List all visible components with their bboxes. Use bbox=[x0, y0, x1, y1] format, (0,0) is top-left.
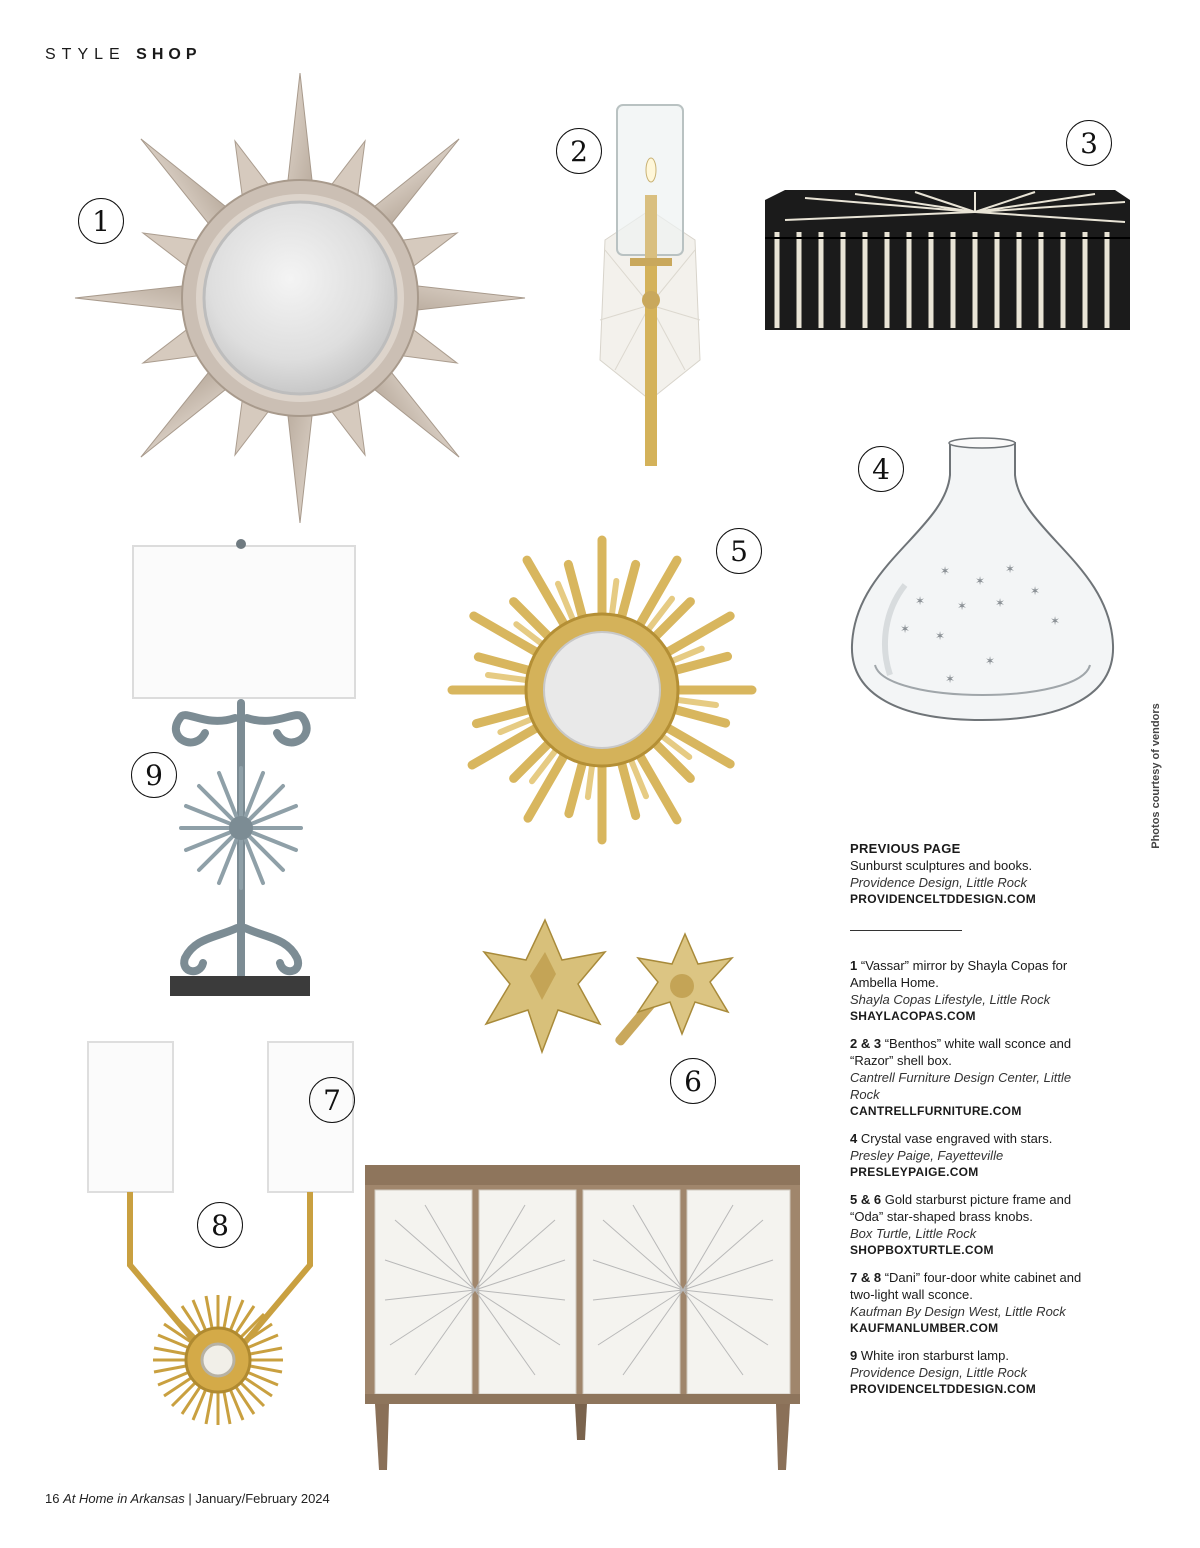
item-number-3: 3 bbox=[1066, 120, 1112, 166]
credit-entry-2-3 bbox=[850, 1035, 1090, 1120]
section-label-light: STYLE bbox=[45, 46, 126, 63]
entry-url: PRESLEYPAIGE.COM bbox=[850, 1165, 979, 1179]
entry-source: Presley Paige, Fayetteville bbox=[850, 1148, 1004, 1163]
product-image-oda-star-knobs bbox=[470, 912, 760, 1072]
entry-description: Gold starburst picture frame and “Oda” star-shaped brass knobs. bbox=[850, 1192, 1072, 1224]
item-number-4: 4 bbox=[858, 446, 904, 492]
entry-description: “Vassar” mirror by Shayla Copas for Ambella Home. bbox=[850, 958, 1068, 990]
entry-number: 1 bbox=[850, 958, 858, 973]
section-label bbox=[45, 46, 201, 64]
entry-number: 5 & 6 bbox=[850, 1192, 882, 1207]
entry-url: PROVIDENCELTDDESIGN.COM bbox=[850, 1382, 1037, 1396]
svg-text:✶: ✶ bbox=[1050, 614, 1061, 628]
product-image-dani-four-door-cabinet bbox=[365, 1160, 805, 1480]
entry-url: SHAYLACOPAS.COM bbox=[850, 1009, 976, 1023]
entry-source: Cantrell Furniture Design Center, Little Rock bbox=[850, 1070, 1072, 1102]
entry-description: White iron starburst lamp. bbox=[860, 1348, 1009, 1363]
svg-text:✶: ✶ bbox=[1005, 562, 1016, 576]
entry-number: 7 & 8 bbox=[850, 1270, 882, 1285]
product-image-vassar-mirror bbox=[90, 68, 510, 538]
credit-entry-9 bbox=[850, 1347, 1090, 1398]
entry-url: CANTRELLFURNITURE.COM bbox=[850, 1104, 1022, 1118]
svg-text:✶: ✶ bbox=[1030, 584, 1041, 598]
item-number-2: 2 bbox=[556, 128, 602, 174]
credit-entry-7-8 bbox=[850, 1269, 1090, 1337]
item-number-7: 7 bbox=[309, 1077, 355, 1123]
credit-entry-1 bbox=[850, 957, 1090, 1025]
entry-number: 9 bbox=[850, 1348, 858, 1363]
item-number-1: 1 bbox=[78, 198, 124, 244]
svg-text:✶: ✶ bbox=[995, 596, 1006, 610]
credit-entry-5-6 bbox=[850, 1191, 1090, 1259]
entry-source: Shayla Copas Lifestyle, Little Rock bbox=[850, 992, 1051, 1007]
svg-text:✶: ✶ bbox=[957, 599, 968, 613]
entry-source: Providence Design, Little Rock bbox=[850, 1365, 1028, 1380]
svg-text:✶: ✶ bbox=[940, 564, 951, 578]
entry-description: “Benthos” white wall sconce and “Razor” shell box. bbox=[850, 1036, 1072, 1068]
svg-text:✶: ✶ bbox=[915, 594, 926, 608]
page-footer bbox=[45, 1491, 330, 1506]
sidebar-divider bbox=[850, 930, 962, 931]
entry-url: SHOPBOXTURTLE.COM bbox=[850, 1243, 994, 1257]
magazine-name: At Home in Arkansas bbox=[63, 1491, 185, 1506]
entry-source: Box Turtle, Little Rock bbox=[850, 1226, 977, 1241]
previous-page-source: Providence Design, Little Rock bbox=[850, 875, 1028, 890]
previous-page-heading: PREVIOUS PAGE bbox=[850, 841, 961, 856]
page-number: 16 bbox=[45, 1491, 60, 1506]
photo-credit: Photos courtesy of vendors bbox=[1150, 703, 1162, 849]
svg-text:✶: ✶ bbox=[985, 654, 996, 668]
svg-text:✶: ✶ bbox=[975, 574, 986, 588]
product-image-benthos-sconce bbox=[585, 100, 715, 480]
item-number-9: 9 bbox=[131, 752, 177, 798]
issue-date: January/February 2024 bbox=[195, 1491, 330, 1506]
product-sidebar bbox=[850, 840, 1090, 1408]
credit-entry-4 bbox=[850, 1130, 1090, 1181]
product-image-gold-starburst-frame bbox=[442, 530, 762, 850]
previous-page-block bbox=[850, 840, 1090, 908]
footer-separator: | bbox=[188, 1491, 192, 1506]
svg-text:✶: ✶ bbox=[935, 629, 946, 643]
svg-text:✶: ✶ bbox=[945, 672, 956, 686]
previous-page-url: PROVIDENCELTDDESIGN.COM bbox=[850, 892, 1037, 906]
svg-text:✶: ✶ bbox=[900, 622, 911, 636]
entry-source: Kaufman By Design West, Little Rock bbox=[850, 1304, 1066, 1319]
item-number-8: 8 bbox=[197, 1202, 243, 1248]
entry-description: “Dani” four-door white cabinet and two-light wall sconce. bbox=[850, 1270, 1082, 1302]
entry-number: 4 bbox=[850, 1131, 858, 1146]
entry-url: KAUFMANLUMBER.COM bbox=[850, 1321, 999, 1335]
product-image-razor-shell-box bbox=[765, 190, 1135, 335]
previous-page-description: Sunburst sculptures and books. bbox=[850, 858, 1033, 873]
item-number-5: 5 bbox=[716, 528, 762, 574]
entry-description: Crystal vase engraved with stars. bbox=[860, 1131, 1053, 1146]
item-number-6: 6 bbox=[670, 1058, 716, 1104]
section-label-bold: SHOP bbox=[136, 46, 202, 63]
entry-number: 2 & 3 bbox=[850, 1036, 882, 1051]
